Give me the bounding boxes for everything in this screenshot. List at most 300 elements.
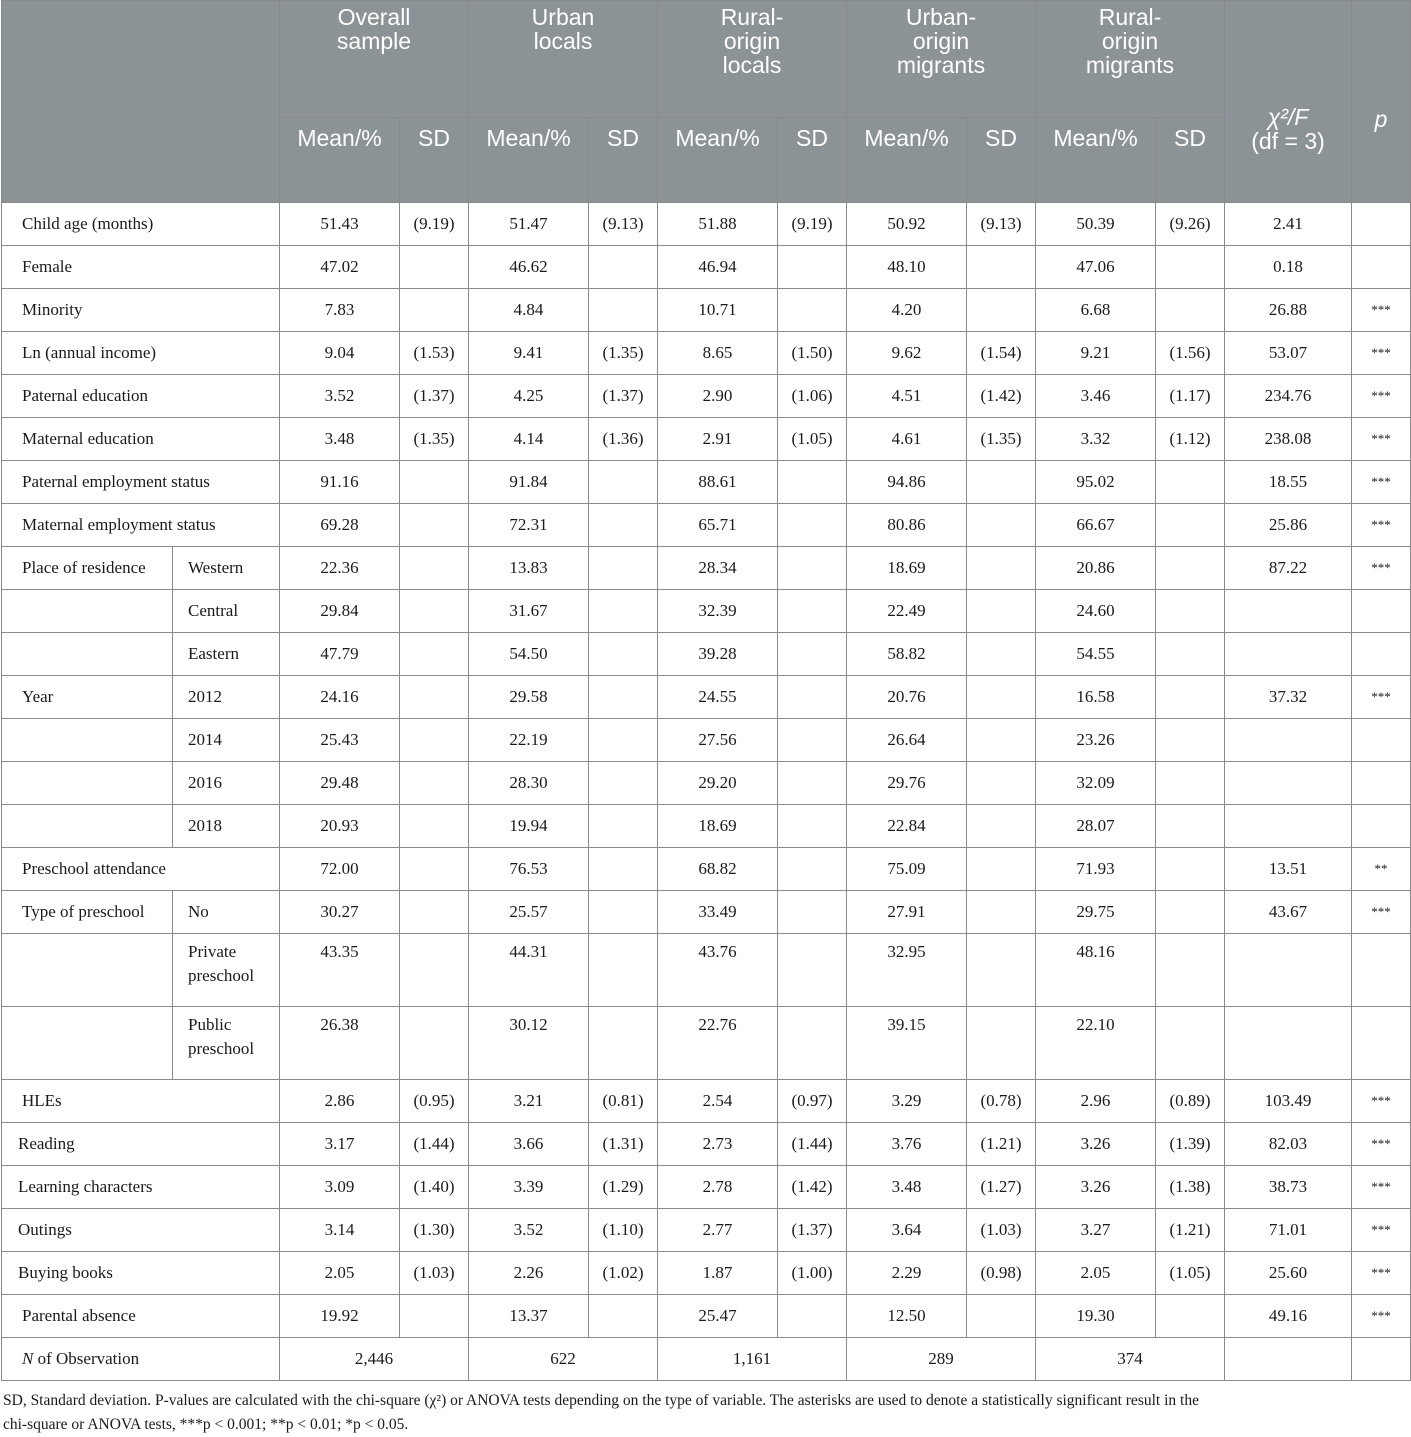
sd-cell [967, 676, 1036, 719]
row-label [2, 719, 173, 762]
p-value-cell: *** [1352, 375, 1411, 418]
mean-cell: 29.76 [847, 762, 967, 805]
table-row [2, 418, 1411, 461]
sd-cell [967, 719, 1036, 762]
p-value-cell [1352, 934, 1411, 1007]
mean-cell: 3.52 [280, 375, 400, 418]
mean-cell: 32.09 [1036, 762, 1156, 805]
sd-cell [400, 289, 469, 332]
sd-cell [400, 676, 469, 719]
mean-cell: 3.64 [847, 1209, 967, 1252]
mean-cell: 9.21 [1036, 332, 1156, 375]
mean-cell: 25.57 [469, 891, 589, 934]
header-group-urban-origin-migrants: Urban- origin migrants [847, 1, 1036, 118]
mean-cell: 19.92 [280, 1295, 400, 1338]
mean-cell: 4.20 [847, 289, 967, 332]
sd-cell [400, 891, 469, 934]
sd-cell [778, 848, 847, 891]
row-sublabel: Central [173, 590, 280, 633]
observations-label: N of Observation [2, 1338, 280, 1381]
p-value-cell: *** [1352, 289, 1411, 332]
sd-cell [400, 547, 469, 590]
mean-cell: 3.17 [280, 1123, 400, 1166]
mean-cell: 47.06 [1036, 246, 1156, 289]
sd-cell [589, 719, 658, 762]
sd-cell: (1.35) [967, 418, 1036, 461]
sd-cell [589, 1007, 658, 1080]
mean-cell: 28.34 [658, 547, 778, 590]
sd-cell [778, 1007, 847, 1080]
sd-cell [589, 504, 658, 547]
sd-cell: (1.30) [400, 1209, 469, 1252]
sd-cell: (1.44) [778, 1123, 847, 1166]
mean-cell: 27.56 [658, 719, 778, 762]
mean-cell: 4.84 [469, 289, 589, 332]
header-mean-2: Mean/% [658, 118, 778, 203]
statistic-cell [1225, 934, 1352, 1007]
p-value-cell [1352, 203, 1411, 246]
header-sd-0: SD [400, 118, 469, 203]
statistic-cell [1225, 805, 1352, 848]
row-label [2, 590, 173, 633]
mean-cell: 18.69 [658, 805, 778, 848]
row-label: Paternal employment status [2, 461, 280, 504]
mean-cell: 28.07 [1036, 805, 1156, 848]
sd-cell [967, 590, 1036, 633]
mean-cell: 94.86 [847, 461, 967, 504]
mean-cell: 4.25 [469, 375, 589, 418]
p-value-cell: *** [1352, 504, 1411, 547]
mean-cell: 71.93 [1036, 848, 1156, 891]
observations-count: 622 [469, 1338, 658, 1381]
sd-cell [400, 504, 469, 547]
observations-count: 2,446 [280, 1338, 469, 1381]
mean-cell: 3.32 [1036, 418, 1156, 461]
table-footnote [3, 1389, 1407, 1437]
mean-cell: 26.38 [280, 1007, 400, 1080]
mean-cell: 72.31 [469, 504, 589, 547]
table-row [2, 934, 1411, 1007]
mean-cell: 3.21 [469, 1080, 589, 1123]
mean-cell: 88.61 [658, 461, 778, 504]
sd-cell [400, 1295, 469, 1338]
sd-cell: (1.50) [778, 332, 847, 375]
sd-cell [778, 461, 847, 504]
header-group-overall: Overall sample [280, 1, 469, 118]
sd-cell: (1.12) [1156, 418, 1225, 461]
sd-cell [400, 719, 469, 762]
sd-cell [1156, 504, 1225, 547]
mean-cell: 69.28 [280, 504, 400, 547]
mean-cell: 22.76 [658, 1007, 778, 1080]
sd-cell [967, 848, 1036, 891]
row-label: Outings [2, 1209, 280, 1252]
observations-row [2, 1338, 1411, 1381]
table-row [2, 547, 1411, 590]
sd-cell [589, 891, 658, 934]
descriptive-statistics-table [1, 0, 1411, 1381]
mean-cell: 32.95 [847, 934, 967, 1007]
mean-cell: 19.30 [1036, 1295, 1156, 1338]
sd-cell [400, 633, 469, 676]
statistic-cell [1225, 590, 1352, 633]
table-row [2, 332, 1411, 375]
mean-cell: 43.76 [658, 934, 778, 1007]
observations-count: 374 [1036, 1338, 1225, 1381]
p-value-cell: *** [1352, 1295, 1411, 1338]
mean-cell: 2.96 [1036, 1080, 1156, 1123]
sd-cell [589, 805, 658, 848]
sd-cell [778, 762, 847, 805]
sd-cell [778, 504, 847, 547]
sd-cell [1156, 590, 1225, 633]
sd-cell: (1.40) [400, 1166, 469, 1209]
observations-count: 1,161 [658, 1338, 847, 1381]
mean-cell: 44.31 [469, 934, 589, 1007]
table-row [2, 504, 1411, 547]
header-sd-1: SD [589, 118, 658, 203]
mean-cell: 18.69 [847, 547, 967, 590]
statistic-cell: 0.18 [1225, 246, 1352, 289]
mean-cell: 2.29 [847, 1252, 967, 1295]
mean-cell: 30.27 [280, 891, 400, 934]
header-p-value: p [1352, 1, 1411, 203]
row-label: Child age (months) [2, 203, 280, 246]
p-value-cell: *** [1352, 1209, 1411, 1252]
sd-cell [967, 547, 1036, 590]
footnote-line-2: chi-square or ANOVA tests, ***p < 0.001; **p < 0.01; *p < 0.05. [3, 1416, 409, 1433]
mean-cell: 54.55 [1036, 633, 1156, 676]
sd-cell [1156, 805, 1225, 848]
mean-cell: 3.48 [847, 1166, 967, 1209]
sd-cell [778, 805, 847, 848]
table-row [2, 461, 1411, 504]
sd-cell [589, 289, 658, 332]
p-value-cell: *** [1352, 891, 1411, 934]
mean-cell: 9.41 [469, 332, 589, 375]
statistic-cell: 13.51 [1225, 848, 1352, 891]
mean-cell: 95.02 [1036, 461, 1156, 504]
mean-cell: 80.86 [847, 504, 967, 547]
statistic-cell [1225, 633, 1352, 676]
header-variable-cell [2, 1, 280, 203]
sd-cell: (1.42) [778, 1166, 847, 1209]
statistic-cell: 38.73 [1225, 1166, 1352, 1209]
header-sd-3: SD [967, 118, 1036, 203]
mean-cell: 31.67 [469, 590, 589, 633]
row-label [2, 762, 173, 805]
sd-cell: (1.37) [589, 375, 658, 418]
mean-cell: 24.55 [658, 676, 778, 719]
mean-cell: 2.78 [658, 1166, 778, 1209]
sd-cell: (1.05) [778, 418, 847, 461]
observations-count: 289 [847, 1338, 1036, 1381]
sd-cell [778, 289, 847, 332]
sd-cell [589, 547, 658, 590]
sd-cell: (1.38) [1156, 1166, 1225, 1209]
table-row [2, 633, 1411, 676]
sd-cell: (1.44) [400, 1123, 469, 1166]
table-row [2, 590, 1411, 633]
sd-cell: (1.03) [967, 1209, 1036, 1252]
sd-cell: (0.78) [967, 1080, 1036, 1123]
row-label: Parental absence [2, 1295, 280, 1338]
mean-cell: 3.66 [469, 1123, 589, 1166]
mean-cell: 29.58 [469, 676, 589, 719]
sd-cell [589, 590, 658, 633]
header-test-statistic: χ²/F (df = 3) [1225, 1, 1352, 203]
mean-cell: 22.19 [469, 719, 589, 762]
sd-cell [589, 633, 658, 676]
header-group-urban-locals: Urban locals [469, 1, 658, 118]
mean-cell: 4.14 [469, 418, 589, 461]
row-label: Preschool attendance [2, 848, 280, 891]
header-sd-2: SD [778, 118, 847, 203]
mean-cell: 3.52 [469, 1209, 589, 1252]
row-sublabel: 2016 [173, 762, 280, 805]
table-row [2, 719, 1411, 762]
empty-cell [1352, 1338, 1411, 1381]
sd-cell: (1.06) [778, 375, 847, 418]
sd-cell: (1.36) [589, 418, 658, 461]
row-sublabel: Western [173, 547, 280, 590]
mean-cell: 2.77 [658, 1209, 778, 1252]
sd-cell [589, 848, 658, 891]
mean-cell: 66.67 [1036, 504, 1156, 547]
sd-cell [1156, 848, 1225, 891]
statistic-cell: 2.41 [1225, 203, 1352, 246]
mean-cell: 46.62 [469, 246, 589, 289]
mean-cell: 48.10 [847, 246, 967, 289]
mean-cell: 22.84 [847, 805, 967, 848]
sd-cell [967, 633, 1036, 676]
table-row [2, 289, 1411, 332]
row-sublabel: Public preschool [173, 1007, 280, 1080]
sd-cell [778, 934, 847, 1007]
header-mean-0: Mean/% [280, 118, 400, 203]
table-row [2, 1209, 1411, 1252]
mean-cell: 2.05 [1036, 1252, 1156, 1295]
sd-cell [967, 805, 1036, 848]
mean-cell: 25.47 [658, 1295, 778, 1338]
mean-cell: 39.28 [658, 633, 778, 676]
p-value-cell: *** [1352, 1080, 1411, 1123]
mean-cell: 46.94 [658, 246, 778, 289]
mean-cell: 22.36 [280, 547, 400, 590]
mean-cell: 20.93 [280, 805, 400, 848]
sd-cell [400, 805, 469, 848]
mean-cell: 9.04 [280, 332, 400, 375]
sd-cell [778, 547, 847, 590]
mean-cell: 20.76 [847, 676, 967, 719]
sd-cell: (9.26) [1156, 203, 1225, 246]
mean-cell: 2.54 [658, 1080, 778, 1123]
row-label: Place of residence [2, 547, 173, 590]
mean-cell: 29.48 [280, 762, 400, 805]
statistic-cell: 18.55 [1225, 461, 1352, 504]
mean-cell: 33.49 [658, 891, 778, 934]
mean-cell: 50.39 [1036, 203, 1156, 246]
sd-cell [1156, 719, 1225, 762]
p-value-cell: ** [1352, 848, 1411, 891]
row-label: HLEs [2, 1080, 280, 1123]
row-label: Minority [2, 289, 280, 332]
sd-cell [1156, 676, 1225, 719]
mean-cell: 54.50 [469, 633, 589, 676]
sd-cell [589, 461, 658, 504]
mean-cell: 3.48 [280, 418, 400, 461]
sd-cell [967, 504, 1036, 547]
mean-cell: 51.88 [658, 203, 778, 246]
mean-cell: 6.68 [1036, 289, 1156, 332]
mean-cell: 91.84 [469, 461, 589, 504]
sd-cell: (0.98) [967, 1252, 1036, 1295]
table-row [2, 805, 1411, 848]
sd-cell [778, 676, 847, 719]
mean-cell: 3.26 [1036, 1123, 1156, 1166]
sd-cell: (0.81) [589, 1080, 658, 1123]
sd-cell [589, 762, 658, 805]
mean-cell: 2.90 [658, 375, 778, 418]
statistic-cell: 25.60 [1225, 1252, 1352, 1295]
mean-cell: 48.16 [1036, 934, 1156, 1007]
mean-cell: 9.62 [847, 332, 967, 375]
mean-cell: 76.53 [469, 848, 589, 891]
p-value-cell [1352, 1007, 1411, 1080]
p-value-cell: *** [1352, 1252, 1411, 1295]
mean-cell: 50.92 [847, 203, 967, 246]
statistic-cell: 53.07 [1225, 332, 1352, 375]
mean-cell: 3.46 [1036, 375, 1156, 418]
sd-cell [1156, 289, 1225, 332]
sd-cell: (1.21) [1156, 1209, 1225, 1252]
sd-cell: (9.13) [589, 203, 658, 246]
row-label: Maternal employment status [2, 504, 280, 547]
sd-cell [967, 289, 1036, 332]
sd-cell [589, 246, 658, 289]
mean-cell: 65.71 [658, 504, 778, 547]
mean-cell: 24.16 [280, 676, 400, 719]
sd-cell: (1.21) [967, 1123, 1036, 1166]
table-row [2, 1007, 1411, 1080]
sd-cell [778, 633, 847, 676]
mean-cell: 30.12 [469, 1007, 589, 1080]
row-label: Ln (annual income) [2, 332, 280, 375]
statistic-cell: 234.76 [1225, 375, 1352, 418]
header-group-rural-origin-migrants: Rural- origin migrants [1036, 1, 1225, 118]
sd-cell: (1.27) [967, 1166, 1036, 1209]
sd-cell: (1.42) [967, 375, 1036, 418]
statistic-cell: 103.49 [1225, 1080, 1352, 1123]
row-sublabel: 2014 [173, 719, 280, 762]
row-label: Female [2, 246, 280, 289]
sd-cell: (1.37) [400, 375, 469, 418]
sd-cell [400, 848, 469, 891]
sd-cell [1156, 633, 1225, 676]
row-label [2, 1007, 173, 1080]
mean-cell: 47.79 [280, 633, 400, 676]
statistic-cell: 26.88 [1225, 289, 1352, 332]
p-value-cell: *** [1352, 1166, 1411, 1209]
mean-cell: 3.39 [469, 1166, 589, 1209]
p-value-cell [1352, 246, 1411, 289]
mean-cell: 58.82 [847, 633, 967, 676]
sd-cell [967, 891, 1036, 934]
sd-cell: (1.56) [1156, 332, 1225, 375]
sd-cell: (1.37) [778, 1209, 847, 1252]
row-sublabel: 2018 [173, 805, 280, 848]
empty-cell [1225, 1338, 1352, 1381]
sd-cell: (9.19) [400, 203, 469, 246]
header-sd-4: SD [1156, 118, 1225, 203]
mean-cell: 23.26 [1036, 719, 1156, 762]
sd-cell [1156, 461, 1225, 504]
mean-cell: 68.82 [658, 848, 778, 891]
mean-cell: 72.00 [280, 848, 400, 891]
row-label: Learning characters [2, 1166, 280, 1209]
table-row [2, 203, 1411, 246]
header-mean-3: Mean/% [847, 118, 967, 203]
mean-cell: 28.30 [469, 762, 589, 805]
sd-cell: (1.54) [967, 332, 1036, 375]
sd-cell [1156, 246, 1225, 289]
mean-cell: 2.73 [658, 1123, 778, 1166]
table-row [2, 1295, 1411, 1338]
statistic-cell: 25.86 [1225, 504, 1352, 547]
p-value-cell: *** [1352, 461, 1411, 504]
mean-cell: 3.14 [280, 1209, 400, 1252]
sd-cell [778, 891, 847, 934]
p-value-cell [1352, 719, 1411, 762]
sd-cell [400, 934, 469, 1007]
sd-cell: (1.03) [400, 1252, 469, 1295]
mean-cell: 29.75 [1036, 891, 1156, 934]
row-label: Maternal education [2, 418, 280, 461]
table-row [2, 246, 1411, 289]
mean-cell: 51.43 [280, 203, 400, 246]
mean-cell: 22.49 [847, 590, 967, 633]
sd-cell [967, 1007, 1036, 1080]
mean-cell: 3.27 [1036, 1209, 1156, 1252]
mean-cell: 2.05 [280, 1252, 400, 1295]
sd-cell: (0.89) [1156, 1080, 1225, 1123]
mean-cell: 12.50 [847, 1295, 967, 1338]
sd-cell: (1.29) [589, 1166, 658, 1209]
statistic-cell: 37.32 [1225, 676, 1352, 719]
footnote-line-1: SD, Standard deviation. P-values are calculated with the chi-square (χ²) or ANOVA tests depending on the type of variable. The asterisks are used to denote a statistically significant result in the [3, 1392, 1199, 1409]
sd-cell [400, 762, 469, 805]
sd-cell: (9.13) [967, 203, 1036, 246]
statistic-cell [1225, 762, 1352, 805]
sd-cell [967, 246, 1036, 289]
mean-cell: 32.39 [658, 590, 778, 633]
p-value-cell: *** [1352, 547, 1411, 590]
row-sublabel: Private preschool [173, 934, 280, 1007]
sd-cell [1156, 1007, 1225, 1080]
sd-cell [778, 1295, 847, 1338]
sd-cell: (1.39) [1156, 1123, 1225, 1166]
mean-cell: 20.86 [1036, 547, 1156, 590]
row-label: Year [2, 676, 173, 719]
sd-cell [400, 246, 469, 289]
sd-cell [1156, 762, 1225, 805]
sd-cell [589, 934, 658, 1007]
sd-cell: (0.95) [400, 1080, 469, 1123]
mean-cell: 27.91 [847, 891, 967, 934]
sd-cell: (1.35) [400, 418, 469, 461]
mean-cell: 91.16 [280, 461, 400, 504]
mean-cell: 51.47 [469, 203, 589, 246]
